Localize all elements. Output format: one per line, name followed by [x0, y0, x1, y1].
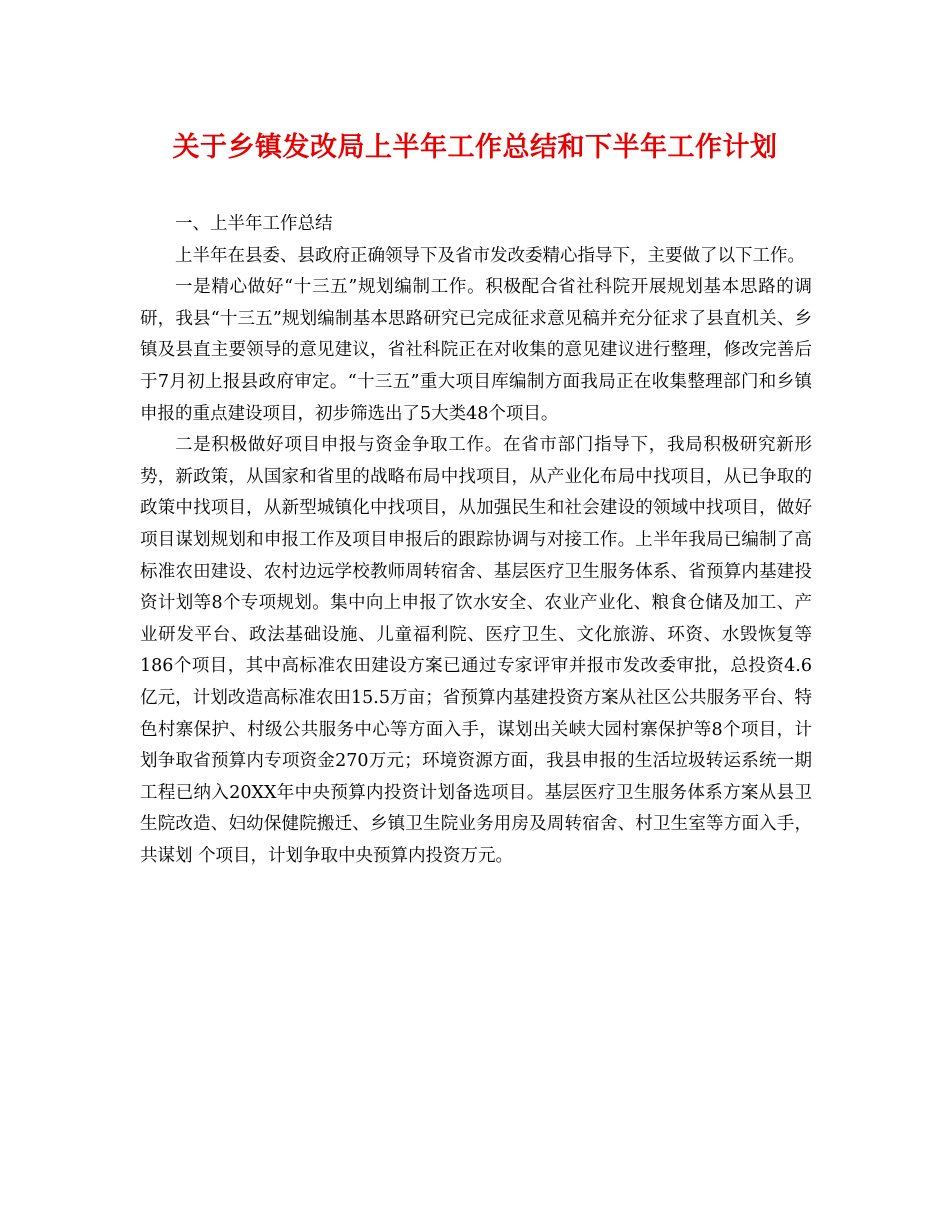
section-heading: 一、上半年工作总结 — [175, 214, 333, 234]
document-body — [140, 209, 812, 872]
paragraph-planning: 一是精心做好“十三五”规划编制工作。积极配合省社科院开展规划基本思路的调研，我县“十三五”规划编制基本思路研究已完成征求意见稿并充分征求了县直机关、乡镇及县直主要领导的意见建议，省社科院正在对收集的意见建议进行整理，修改完善后于7月初上报县政府审定。“十三五”重大项目库编制方面我局正在收集整理部门和乡镇申报的重点建设项目，初步筛选出了5大类48个项目。 — [140, 277, 812, 424]
document-title: 关于乡镇发改局上半年工作总结和下半年工作计划 — [172, 132, 778, 163]
paragraph-intro: 上半年在县委、县政府正确领导下及省市发改委精心指导下，主要做了以下工作。 — [175, 245, 805, 266]
paragraph-projects: 二是积极做好项目申报与资金争取工作。在省市部门指导下，我局积极研究新形势，新政策，从国家和省里的战略布局中找项目，从产业化布局中找项目，从已争取的政策中找项目，从新型城镇化中找项目，从加强民生和社会建设的领域中找项目，做好项目谋划规划和申报工作及项目申报后的跟踪协调与对接工作。上半年我局已编制了高标准农田建设、农村边远学校教师周转宿舍、基层医疗卫生服务体系、省预算内基建投资计划等8个专项规划。集中向上申报了饮水安全、农业产业化、粮食仓储及加工、产业研发平台、政法基础设施、儿童福利院、医疗卫生、文化旅游、环资、水毁恢复等186个项目，其中高标准农田建设方案已通过专家评审并报市发改委审批，总投资4.6亿元，计划改造高标准农田15.5万亩；省预算内基建投资方案从社区公共服务平台、特色村寨保护、村级公共服务中心等方面入手，谋划出关峡大园村寨保护等8个项目，计划争取省预算内专项资金270万元；环境资源方面，我县申报的生活垃圾转运系统一期工程已纳入20XX年中央预算内投资计划备选项目。基层医疗卫生服务体系方案从县卫生院改造、妇幼保健院搬迁、乡镇卫生院业务用房及周转宿舍、村卫生室等方面入手，共谋划 个项目，计划争取中央预算内投资万元。 — [140, 435, 812, 866]
